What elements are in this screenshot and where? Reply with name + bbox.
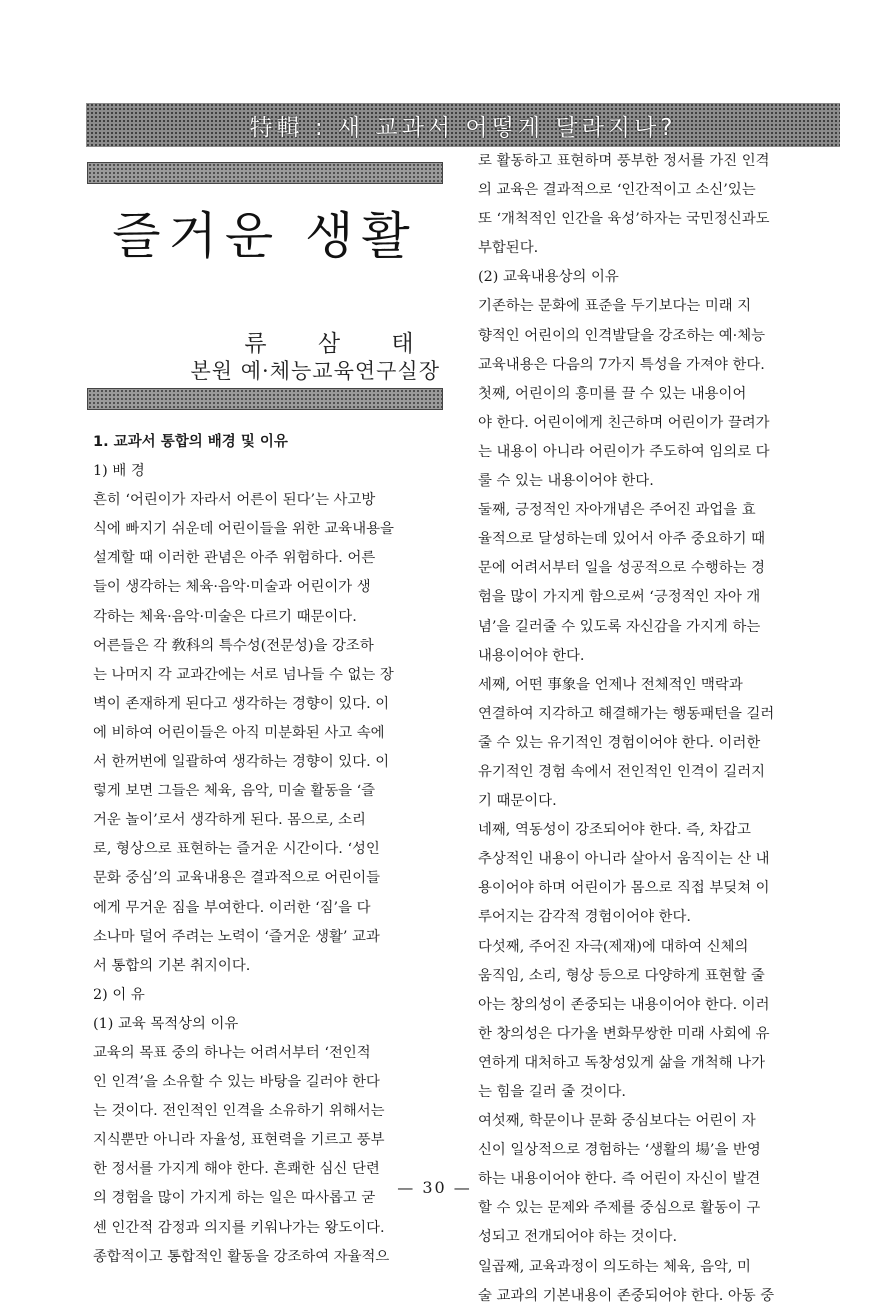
title-bottom-rule [87,388,443,410]
text-line: 벽이 존재하게 된다고 생각하는 경향이 있다. 이 [93,695,390,712]
text-line: 소나마 덜어 주려는 노력이 ‘즐거운 생활’ 교과 [93,928,380,945]
left-column [93,428,443,1272]
text-line: 연하게 대처하고 독창성있게 삶을 개척해 나가 [478,1054,765,1071]
text-line: 종합적이고 통합적인 활동을 강조하여 자율적으 [93,1248,390,1265]
text-line: 교육의 목표 중의 하나는 어려서부터 ‘전인적 [93,1044,371,1061]
text-line: 하는 내용이어야 한다. 즉 어린이 자신이 발견 [478,1171,761,1188]
text-line: 설계할 때 이러한 관념은 아주 위험하다. 어른 [93,550,376,567]
text-line: 문에 어려서부터 일을 성공적으로 수행하는 경 [478,560,765,577]
section-heading: 1. 교과서 통합의 배경 및 이유 [93,434,288,450]
text-line: 의 교육은 결과적으로 ‘인간적이고 소신’있는 [478,182,756,199]
text-line: 네째, 역동성이 강조되어야 한다. 즉, 차갑고 [478,822,751,839]
text-line: 향적인 어린이의 인격발달을 강조하는 예·체능 [478,327,765,344]
text-line: 둘째, 긍정적인 자아개념은 주어진 과업을 효 [478,502,756,519]
text-line: 2) 이 유 [93,986,145,1003]
text-line: 인 인격’을 소유할 수 있는 바탕을 길러야 한다 [93,1074,380,1091]
text-line: 내용이어야 한다. [478,647,585,664]
text-line: 부합된다. [478,240,539,257]
text-line: 로 활동하고 표현하며 풍부한 정서를 가진 인격 [478,153,770,169]
text-line: (1) 교육 목적상의 이유 [93,1015,239,1032]
text-line: 교육내용은 다음의 7가지 특성을 가져야 한다. [478,356,765,373]
text-line: 들이 생각하는 체육·음악·미술과 어린이가 생 [93,579,371,596]
text-line: 식에 빠지기 쉬운데 어린이들을 위한 교육내용을 [93,521,394,538]
text-line: 다섯째, 주어진 자극(제재)에 대하여 신체의 [478,938,749,955]
text-line: 는 내용이 아니라 어린이가 주도하여 임의로 다 [478,443,770,460]
text-line: 일곱째, 교육과정이 의도하는 체육, 음악, 미 [478,1258,751,1275]
text-line: 기 때문이다. [478,793,557,810]
text-line: 성되고 전개되어야 하는 것이다. [478,1229,678,1246]
text-line: 할 수 있는 문제와 주제를 중심으로 활동이 구 [478,1200,761,1217]
banner-text: 特輯 : 새 교과서 어떻게 달라지나? [249,114,677,141]
text-line: (2) 교육내용상의 이유 [478,269,619,286]
text-line: 렇게 보면 그들은 체육, 음악, 미술 활동을 ‘즐 [93,783,376,800]
text-line: 유기적인 경험 속에서 전인적인 인격이 길러지 [478,763,765,780]
text-line: 아는 창의성이 존중되는 내용이어야 한다. 이러 [478,996,770,1013]
author-affiliation: 본원 예·체능교육연구실장 [190,359,440,383]
text-line: 율적으로 달성하는데 있어서 아주 중요하기 때 [478,531,765,548]
author-name: 류 삼 태 [244,331,436,357]
text-line: 지식뿐만 아니라 자율성, 표현력을 기르고 풍부 [93,1132,385,1149]
text-line: 서 통합의 기본 취지이다. [93,957,251,974]
text-line: 문화 중심’의 교육내용은 결과적으로 어린이들 [93,870,380,887]
text-line: 는 나머지 각 교과간에는 서로 넘나들 수 없는 장 [93,666,394,683]
text-line: 루어지는 감각적 경험이어야 한다. [478,909,691,926]
page-number: — 30 — [397,1178,472,1197]
text-line: 어른들은 각 敎科의 특수성(전문성)을 강조하 [93,637,374,654]
text-line: 또 ‘개척적인 인간을 육성’하자는 국민정신과도 [478,211,770,228]
text-line: 기존하는 문화에 표준을 두기보다는 미래 지 [478,298,752,315]
text-line: 는 힘을 길러 줄 것이다. [478,1084,626,1100]
text-line: 여섯째, 학문이나 문화 중심보다는 어린이 자 [478,1113,756,1130]
article-title: 즐거운 생활 [112,207,418,265]
text-line: 룰 수 있는 내용이어야 한다. [478,473,654,490]
feature-banner [86,103,840,147]
text-line: 념’을 길러줄 수 있도록 자신감을 가지게 하는 [478,618,761,635]
right-column [478,147,838,1311]
text-line: 로, 형상으로 표현하는 즐거운 시간이다. ‘성인 [93,841,380,858]
text-line: 신이 일상적으로 경험하는 ‘생활의 場’을 반영 [478,1142,761,1159]
text-line: 연결하여 지각하고 해결해가는 행동패턴을 길러 [478,705,775,722]
text-line: 한 정서를 가지게 해야 한다. 흔쾌한 심신 단련 [93,1161,380,1178]
text-line: 추상적인 내용이 아니라 살아서 움직이는 산 내 [478,851,770,868]
text-line: 센 인간적 감정과 의지를 키워나가는 왕도이다. [93,1219,385,1236]
text-line: 서 한꺼번에 일괄하여 생각하는 경향이 있다. 이 [93,754,390,771]
text-line: 한 창의성은 다가올 변화무쌍한 미래 사회에 유 [478,1025,770,1042]
text-line: 세째, 어떤 事象을 언제나 전체적인 맥락과 [478,676,743,693]
text-line: 흔히 ‘어린이가 자라서 어른이 된다’는 사고방 [93,492,376,509]
text-line: 야 한다. 어린이에게 친근하며 어린이가 끌려가 [478,414,770,431]
text-line: 험을 많이 가지게 함으로써 ‘긍정적인 자아 개 [478,589,761,606]
text-line: 1) 배 경 [93,463,145,480]
text-line: 첫째, 어린이의 흥미를 끌 수 있는 내용이어 [478,385,747,402]
text-line: 각하는 체육·음악·미술은 다르기 때문이다. [93,608,357,625]
text-line: 에게 무거운 짐을 부여한다. 이러한 ‘짐’을 다 [93,899,371,916]
text-line: 줄 수 있는 유기적인 경험이어야 한다. 이러한 [478,734,761,751]
text-line: 거운 놀이’로서 생각하게 된다. 몸으로, 소리 [93,812,366,829]
text-line: 움직임, 소리, 형상 등으로 다양하게 표현할 줄 [478,967,765,984]
text-line: 술 교과의 기본내용이 존중되어야 한다. 아동 중 [478,1287,775,1304]
title-top-rule [87,162,443,184]
text-line: 에 비하여 어린이들은 아직 미분화된 사고 속에 [93,724,385,741]
text-line: 는 것이다. 전인적인 인격을 소유하기 위해서는 [93,1103,385,1120]
text-line: 의 경험을 많이 가지게 하는 일은 따사롭고 굳 [93,1190,376,1207]
text-line: 용이어야 하며 어린이가 몸으로 직접 부딪쳐 이 [478,880,770,897]
